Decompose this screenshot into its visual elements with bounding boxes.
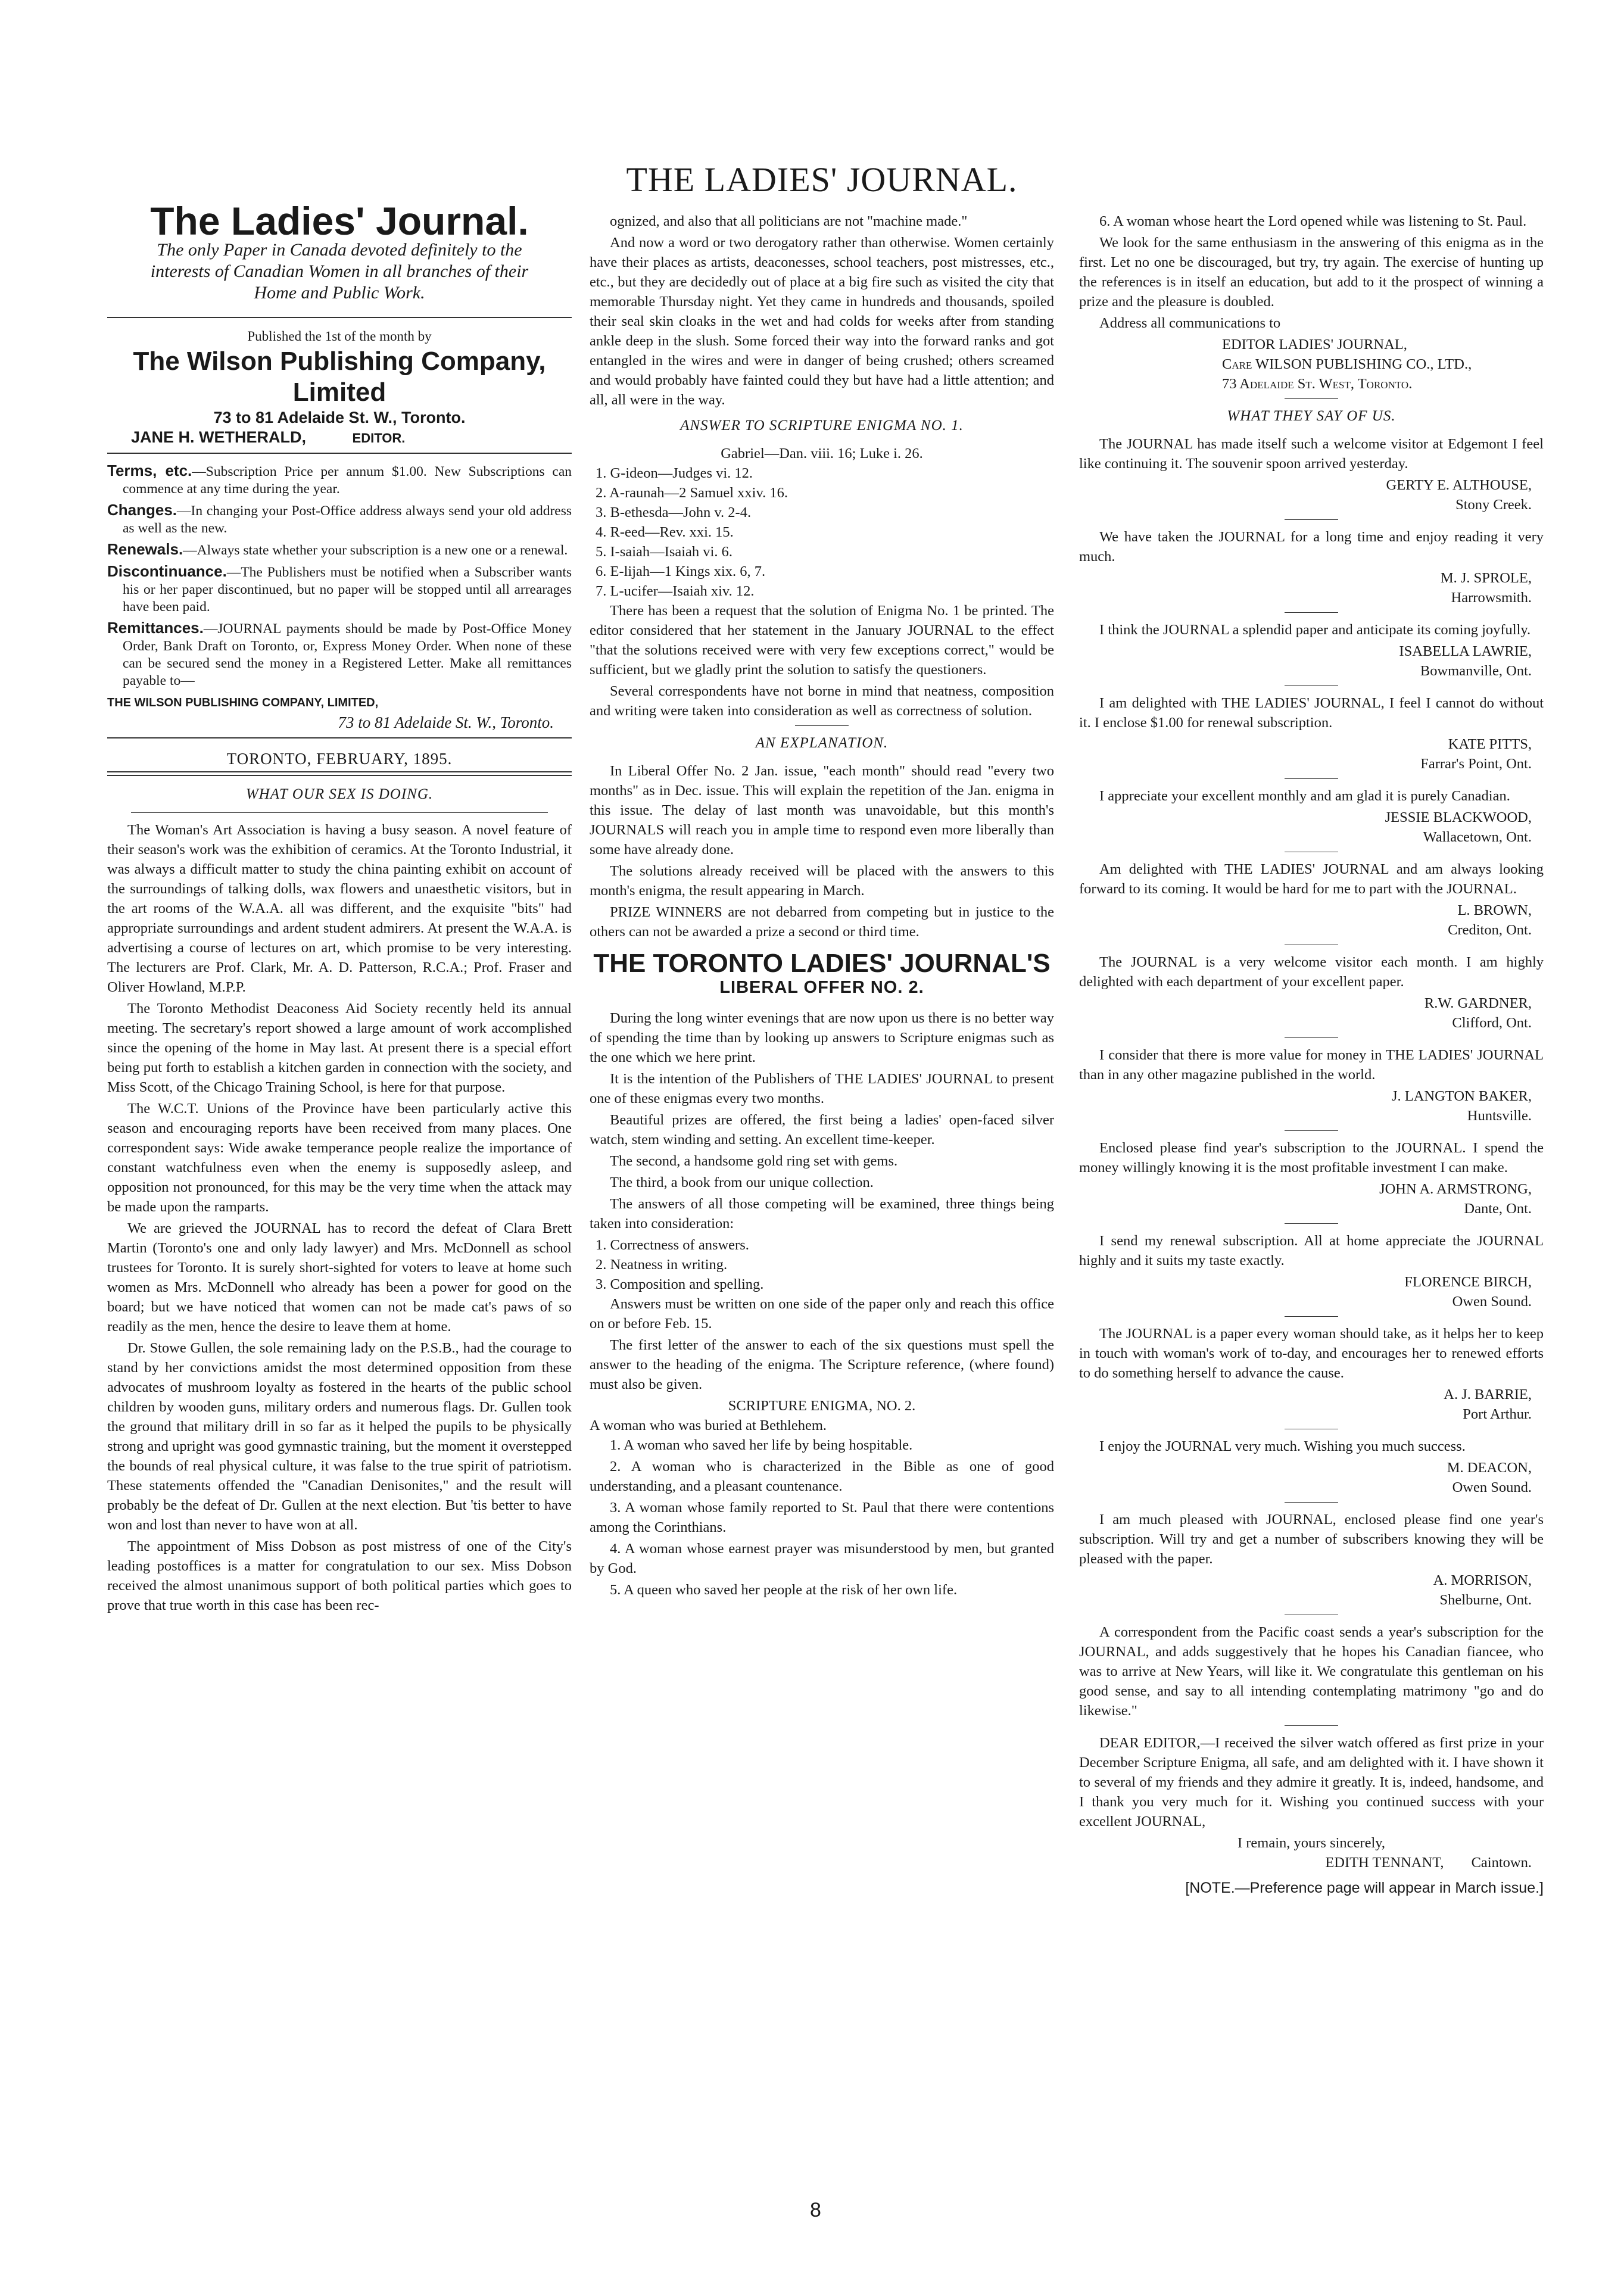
enigma-item: 1. A woman who saved her life by being hospitable. [610, 1437, 913, 1453]
divider [1285, 398, 1338, 399]
answer-item: 5. I-saiah—Isaiah vi. 6. [596, 544, 732, 560]
paragraph: Several correspondents have not borne in mind that neatness, composition and writing were taken into consideration as well as correctness of solution. [590, 683, 1054, 719]
testimonial [1079, 1436, 1544, 1503]
company-address: 73 to 81 Adelaide St. W., Toronto. [213, 409, 466, 426]
testimonial-place: Wallacetown, Ont. [1423, 829, 1532, 845]
testimonial-name: KATE PITTS, [1448, 736, 1532, 752]
testimonial-name: A. J. BARRIE, [1444, 1386, 1532, 1403]
testimonial-place: Shelburne, Ont. [1439, 1592, 1532, 1608]
double-rule [107, 771, 572, 776]
testimonial-name: FLORENCE BIRCH, [1404, 1274, 1532, 1290]
paragraph: We look for the same enthusiasm in the answering of this enigma as in the first. Let no one be discouraged, but try, try again. The exercise of hunting up the references is in itself an education, but add to it the prospect of winning a prize and the pleasure is doubled. [1079, 235, 1544, 310]
divider [1285, 1725, 1338, 1726]
criteria-list [590, 1235, 1054, 1294]
paragraph: 6. A woman whose heart the Lord opened while was listening to St. Paul. [1099, 213, 1527, 229]
testimonial-text: I send my renewal subscription. All at home appreciate the JOURNAL highly and it suits my taste exactly. [1079, 1233, 1544, 1269]
testimonial [1079, 693, 1544, 779]
article-body [107, 820, 572, 1615]
enigma-item: 5. A queen who saved her people at the risk of her own life. [610, 1582, 958, 1598]
testimonial-text: The JOURNAL is a paper every woman should take, as it helps her to keep in touch with woman's work of to-day, and encourages her to renewed efforts to do something herself to advance the cause. [1079, 1326, 1544, 1381]
page-number: 8 [810, 2199, 821, 2221]
testimonial-name: R.W. GARDNER, [1424, 995, 1532, 1011]
divider [1285, 1502, 1338, 1503]
testimonial-place: Farrar's Point, Ont. [1420, 756, 1532, 772]
offer-body [590, 1008, 1054, 1233]
column-1 [107, 199, 572, 1617]
testimonial-name: GERTY E. ALTHOUSE, [1386, 477, 1532, 493]
address-line: EDITOR LADIES' JOURNAL, [1222, 336, 1407, 353]
term-head: Discontinuance. [107, 562, 227, 580]
testimonial-place: Port Arthur. [1463, 1406, 1532, 1422]
testimonial [1079, 1045, 1544, 1131]
masthead-motto: The only Paper in Canada devoted definitely to the interests of Canadian Women in all branches of their Home and Public Work. [150, 240, 529, 303]
testimonial [1079, 527, 1544, 613]
testimonial-place: Owen Sound. [1452, 1479, 1532, 1495]
testimonial-text: I consider that there is more value for money in THE LADIES' JOURNAL than in any other magazine published in the world. [1079, 1047, 1544, 1083]
term-item [107, 563, 572, 616]
testimonial-name: A. MORRISON, [1433, 1572, 1532, 1588]
paragraph: In Liberal Offer No. 2 Jan. issue, "each month" should read "every two months" as in Dec. issue. This will explain the repetition of the Jan. enigma in this issue. The delay of last month was unavoidable, but this month's JOURNALS will reach you in ample time to respond even more liberally than some have already done. [590, 763, 1054, 858]
paragraph: The first letter of the answer to each of the six questions must spell the answer to the heading of the enigma. The Scripture reference, (where found) must also be given. [590, 1337, 1054, 1392]
term-head: Changes. [107, 501, 177, 519]
paragraph: ognized, and also that all politicians are not "machine made." [610, 213, 968, 229]
explanation-body [590, 761, 1054, 942]
paragraph: There has been a request that the solution of Enigma No. 1 be printed. The editor considered that her statement in the January JOURNAL to the effect "that the solutions received were with very few exceptions correct," would be sufficient, but we gladly print the solution to satisfy the questioners. [590, 603, 1054, 678]
paragraph: The second, a handsome gold ring set with gems. [610, 1153, 898, 1169]
letter-body: DEAR EDITOR,—I received the silver watch offered as first prize in your December Scripture Enigma, all safe, and am delighted with it. I have shown it to several of my friends and they admire it greatly. It is, indeed, handsome, and I thank you very much for it. Wishing you continued success with your excellent JOURNAL, [1079, 1735, 1544, 1830]
terms-block [107, 462, 572, 690]
testimonial-place: Bowmanville, Ont. [1420, 663, 1532, 679]
answer-item: 1. G-ideon—Judges vi. 12. [596, 465, 753, 481]
letter-closing: I remain, yours sincerely, [1237, 1835, 1386, 1851]
column-3 [1079, 211, 1544, 1898]
testimonial-place: Crediton, Ont. [1448, 922, 1532, 938]
divider [1285, 1130, 1338, 1131]
testimonial-text: Am delighted with THE LADIES' JOURNAL and am always looking forward to its coming. It would be hard for me to part with the JOURNAL. [1079, 861, 1544, 897]
answer-item: 6. E-lijah—1 Kings xix. 6, 7. [596, 563, 766, 579]
term-body: —The Publishers must be notified when a Subscriber wants his or her paper discontinued, but no paper will be stopped until all arrearages have been paid. [123, 565, 572, 615]
testimonial-text: I think the JOURNAL a splendid paper and anticipate its coming joyfully. [1099, 622, 1531, 638]
answer-list [590, 463, 1054, 601]
paragraph: Beautiful prizes are offered, the first being a ladies' open-faced silver watch, stem winding and setting. An excellent time-keeper. [590, 1112, 1054, 1148]
testimonial-place: Harrowsmith. [1451, 590, 1532, 606]
testimonial [1079, 1231, 1544, 1317]
testimonial-name: L. BROWN, [1457, 902, 1532, 918]
divider [107, 453, 572, 454]
testimonial [1079, 1510, 1544, 1615]
testimonial-text: The JOURNAL has made itself such a welcome visitor at Edgemont I feel like continuing it. The souvenir spoon arrived yesterday. [1079, 436, 1544, 472]
published-line: Published the 1st of the month by [247, 329, 432, 344]
editor-line [131, 428, 572, 448]
address-line: Care WILSON PUBLISHING CO., LTD., [1222, 356, 1472, 372]
term-body: —Always state whether your subscription is a new one or a renewal. [183, 543, 568, 558]
testimonial-place: Stony Creek. [1455, 497, 1532, 513]
editor-tag: EDITOR. [352, 431, 406, 445]
term-head: Terms, etc. [107, 462, 192, 479]
paragraph: The third, a book from our unique collection. [610, 1174, 874, 1191]
divider [795, 725, 849, 726]
divider [1285, 1316, 1338, 1317]
answer-item: 3. B-ethesda—John v. 2-4. [596, 504, 752, 521]
enigma-item: 2. A woman who is characterized in the Bible as one of good understanding, and a pleasant countenance. [590, 1459, 1054, 1494]
editor-address [1222, 335, 1544, 394]
letter-signature [1079, 1853, 1532, 1872]
enigma-continuation [1079, 211, 1544, 333]
running-title: THE LADIES' JOURNAL. [626, 160, 1018, 199]
criteria-item: 2. Neatness in writing. [596, 1257, 728, 1273]
signer-place: Caintown. [1471, 1855, 1532, 1871]
paragraph: Answers must be written on one side of the paper only and reach this office on or before Feb. 15. [590, 1296, 1054, 1332]
explanation-heading: AN EXPLANATION. [755, 735, 889, 751]
answer-key: Gabriel—Dan. viii. 16; Luke i. 26. [721, 445, 923, 462]
enigma-intro: A woman who was buried at Bethlehem. [590, 1417, 827, 1434]
criteria-item: 1. Correctness of answers. [596, 1237, 749, 1253]
divider [1285, 1223, 1338, 1224]
testimonial-name: JESSIE BLACKWOOD, [1385, 809, 1532, 825]
testimonial-name: JOHN A. ARMSTRONG, [1379, 1181, 1532, 1197]
answer-heading: ANSWER TO SCRIPTURE ENIGMA NO. 1. [680, 417, 964, 434]
testimonial [1079, 786, 1544, 852]
testimonial [1079, 859, 1544, 945]
testimonial-name: M. J. SPROLE, [1440, 570, 1532, 586]
offer-subheading: LIBERAL OFFER NO. 2. [719, 978, 924, 997]
testimonial-name: ISABELLA LAWRIE, [1399, 643, 1532, 659]
enigma-item: 3. A woman whose family reported to St. Paul that there were contentions among the Corinthians. [590, 1500, 1054, 1535]
answer-notes [590, 601, 1054, 721]
term-head: Renewals. [107, 540, 183, 558]
divider [107, 317, 572, 318]
testimonial-place: Dante, Ont. [1464, 1201, 1532, 1217]
testimonial-text: We have taken the JOURNAL for a long time and enjoy reading it very much. [1079, 529, 1544, 565]
answer-item: 7. L-ucifer—Isaiah xiv. 12. [596, 583, 755, 599]
masthead-title: The Ladies' Journal. [150, 199, 529, 243]
testimonial [1079, 1138, 1544, 1224]
answer-item: 2. A-raunah—2 Samuel xxiv. 16. [596, 485, 788, 501]
term-item [107, 501, 572, 537]
divider [1285, 685, 1338, 686]
enigma-list [590, 1435, 1054, 1600]
offer-rules [590, 1294, 1054, 1394]
paragraph: PRIZE WINNERS are not debarred from competing but in justice to the others can not be awarded a prize a second or third time. [590, 904, 1054, 940]
column-2 [590, 211, 1054, 1601]
testimonial-place: Owen Sound. [1452, 1294, 1532, 1310]
payable-address: 73 to 81 Adelaide St. W., Toronto. [338, 713, 554, 731]
testimonial-text: A correspondent from the Pacific coast sends a year's subscription for the JOURNAL, and adds suggestively that he hopes his Canadian fiancee, who was to arrive at New Years, will like it. We congratulate this gentleman on his good sense, and say to all intending contemplating matrimony "go and do likewise." [1079, 1624, 1544, 1719]
testimonial [1079, 434, 1544, 520]
testimonial [1079, 1324, 1544, 1429]
term-body: —JOURNAL payments should be made by Post-Office Money Order, Bank Draft on Toronto, or, Express Money Order. When none of these can be secured send the money in a Registered Letter. Make all remittances payable to— [123, 621, 572, 688]
testimonial-text: The JOURNAL is a very welcome visitor each month. I am highly delighted with each department of your excellent paper. [1079, 954, 1544, 990]
march-note: [NOTE.—Preference page will appear in March issue.] [1185, 1880, 1544, 1896]
paragraph: Dr. Stowe Gullen, the sole remaining lady on the P.S.B., had the courage to stand by her convictions amidst the most determined opposition from these advocates of mushroom loyalty as fostered in the hearts of the public school children by wooden guns, military orders and numerous flags. Dr. Gullen took the ground that military drill in so far as it helped the pupils to be physically strong and upright was good gymnastic training, but the moment it overstepped the bounds of real physical culture, it was false to the true spirit of patriotism. These statements offended the "Canadian Denisonites," and the result will probably be the defeat of Dr. Gullen at the next election. But 'tis better to have won and lost than never to have won at all. [107, 1340, 572, 1533]
paragraph: The answers of all those competing will be examined, three things being taken into consideration: [590, 1196, 1054, 1232]
term-item [107, 541, 572, 559]
testimonial-name: J. LANGTON BAKER, [1391, 1088, 1532, 1104]
article-continuation [590, 211, 1054, 410]
testimonial-text: I appreciate your excellent monthly and am glad it is purely Canadian. [1099, 788, 1510, 804]
term-item [107, 619, 572, 690]
criteria-item: 3. Composition and spelling. [596, 1276, 764, 1292]
divider [107, 737, 572, 738]
company-name: The Wilson Publishing Company, Limited [133, 347, 546, 407]
paragraph: And now a word or two derogatory rather than otherwise. Women certainly have their places as artists, deaconesses, school teachers, post mistresses, etc., etc., but they are decidedly out of place at a big fire such as visited the city that memorable Thursday night. Yet they came in hundreds and thousands, spoiled their seal skin cloaks in the wet and had colds for weeks after from standing ankle deep in the slush. Some forced their way into the forward ranks and got entangled in the wires and were in danger of being crushed; others screamed and would probably have fainted could they but have had a little attention; and all, all were in the way. [590, 235, 1054, 408]
address-line: 73 Adelaide St. West, Toronto. [1222, 376, 1413, 392]
paragraph: The W.C.T. Unions of the Province have been particularly active this season and encouraging reports have been received from many places. One correspondent says: Wide awake temperance people realize the importance of constant watchfulness even when the enemy is supposedly asleep, and opposition not pronounced, for this may be the very time when the attack may be made upon the ramparts. [107, 1101, 572, 1215]
term-body: —Subscription Price per annum $1.00. New Subscriptions can commence at any time during the year. [123, 464, 572, 497]
testimonial [1079, 952, 1544, 1038]
paragraph: The Toronto Methodist Deaconess Aid Society recently held its annual meeting. The secretary's report showed a large amount of work accomplished since the opening of the home in May last. At present there is a special effort being put forth to establish a kitchen garden in connection with the society, and Miss Scott, of the Chicago Training School, is here for that purpose. [107, 1001, 572, 1095]
testimonial-text: I am much pleased with JOURNAL, enclosed please find one year's subscription. Will try and get a number of subscribers knowing they will be pleased with the paper. [1079, 1512, 1544, 1567]
divider [1285, 519, 1338, 520]
paragraph: It is the intention of the Publishers of THE LADIES' JOURNAL to present one of these enigmas every two months. [590, 1071, 1054, 1107]
section-heading: WHAT OUR SEX IS DOING. [245, 786, 434, 802]
testimonial-name: M. DEACON, [1447, 1460, 1532, 1476]
testimonial [1079, 1622, 1544, 1726]
term-head: Remittances. [107, 619, 204, 637]
divider [1285, 1037, 1338, 1038]
term-body: —In changing your Post-Office address always send your old address as well as the new. [123, 503, 572, 536]
paragraph: During the long winter evenings that are now upon us there is no better way of spending the time than by looking up answers to Scripture enigmas such as the one which we here print. [590, 1010, 1054, 1065]
testimonial-place: Clifford, Ont. [1452, 1015, 1532, 1031]
offer-heading: THE TORONTO LADIES' JOURNAL'S [593, 949, 1051, 978]
term-item [107, 462, 572, 498]
testimonial-text: Enclosed please find year's subscription to the JOURNAL. I spend the money willingly knowing it is the most profitable investment I can make. [1079, 1140, 1544, 1176]
testimonial [1079, 620, 1544, 686]
divider [131, 812, 548, 813]
testimonials-heading: WHAT THEY SAY OF US. [1227, 408, 1396, 424]
paragraph: The solutions already received will be placed with the answers to this month's enigma, the result appearing in March. [590, 863, 1054, 899]
divider [1285, 778, 1338, 779]
divider [1285, 612, 1338, 613]
testimonials [1079, 434, 1544, 1726]
payable-company: THE WILSON PUBLISHING COMPANY, LIMITED, [107, 696, 379, 709]
paragraph: The Woman's Art Association is having a busy season. A novel feature of their season's work was the exhibition of ceramics. At the Toronto Industrial, it was always a difficult matter to study the china painting exhibit on account of the surroundings of talking dolls, wax flowers and unaesthetic visitors, but in the art rooms of the W.A.A. all was different, and the exquisite "bits" had appropriate surroundings and ardent student admirers. At present the W.A.A. is advertising a course of lectures on art, which promise to be very interesting. The lecturers are Prof. Clark, Mr. A. D. Patterson, R.C.A.; Prof. Fraser and Oliver Howland, M.P.P. [107, 822, 572, 995]
editor-name: JANE H. WETHERALD, [131, 428, 307, 446]
answer-item: 4. R-eed—Rev. xxi. 15. [596, 524, 734, 540]
paragraph: Address all communications to [1099, 315, 1281, 331]
dateline: TORONTO, FEBRUARY, 1895. [226, 750, 453, 768]
signer-name: EDITH TENNANT, [1325, 1855, 1444, 1871]
paragraph: The appointment of Miss Dobson as post mistress of one of the City's leading postoffices is a matter for congratulation to our sex. Miss Dobson received the almost unanimous support of both political parties which goes to prove that true worth in this case has been rec- [107, 1538, 572, 1613]
testimonial-place: Huntsville. [1467, 1108, 1532, 1124]
testimonial-text: I am delighted with THE LADIES' JOURNAL, I feel I cannot do without it. I enclose $1.00 for renewal subscription. [1079, 695, 1544, 731]
testimonial-text: I enjoy the JOURNAL very much. Wishing you much success. [1099, 1438, 1466, 1454]
enigma-heading: SCRIPTURE ENIGMA, NO. 2. [728, 1398, 916, 1414]
enigma-item: 4. A woman whose earnest prayer was misunderstood by men, but granted by God. [590, 1541, 1054, 1576]
paragraph: We are grieved the JOURNAL has to record the defeat of Clara Brett Martin (Toronto's one and only lady lawyer) and Mrs. McDonnell as school trustees for Toronto. It is surely short-sighted for voters to leave at home such women as Mrs. McDonnell who already has been a power for good on the board; but we have noticed that women can not be made cat's paws of so readily as the men, hence the desire to leave them at home. [107, 1220, 572, 1335]
